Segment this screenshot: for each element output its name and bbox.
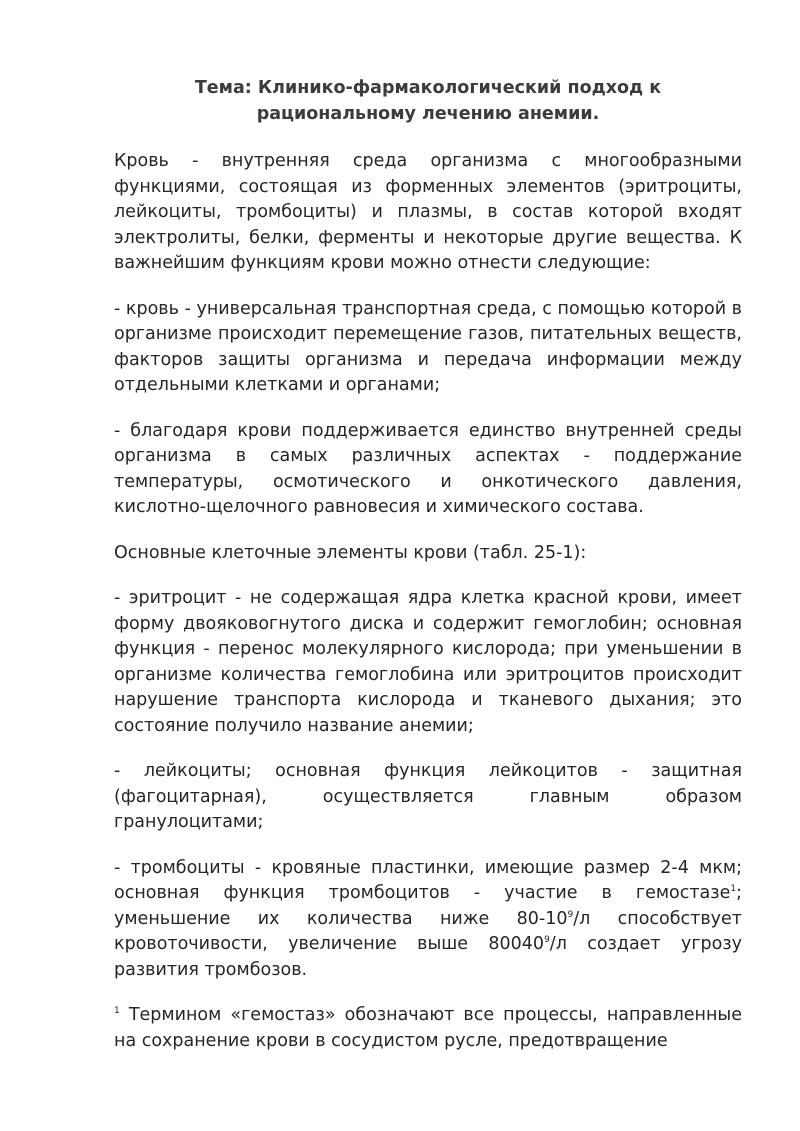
thrombocytes-text-part4: /л создает угрозу развития тромбозов.	[114, 934, 742, 980]
paragraph-transport-function: - кровь - универсальная транспортная среда, с помощью которой в организме происходит перемещение газов, питательных веществ, факторов защиты организма и передача информации между отдельными клетками и органами;	[114, 298, 742, 395]
exponent-9-low: 9	[567, 909, 574, 920]
paragraph-thrombocytes	[114, 856, 742, 984]
paragraph-blood-definition: Кровь - внутренняя среда организма с многообразными функциями, состоящая из форменных элементов (эритроциты, лейкоциты, тромбоциты) и плазмы, в состав которой входят электролиты, белки, ферменты и некоторые другие вещества. К важнейшим функциям крови можно отнести следующие:	[114, 151, 742, 273]
paragraph-homeostasis-function: - благодаря крови поддерживается единство внутренней среды организма в самых различных аспектах - поддержание температуры, осмотического и онкотического давления, кислотно-щелочного равновесия и химического состава.	[114, 420, 742, 517]
footnote-text: Термином «гемостаз» обозначают все процессы, направленные на сохранение крови в сосудистом русле, предотвращение	[114, 1005, 742, 1051]
thrombocytes-text-part1: - тромбоциты - кровяные пластинки, имеющие размер 2-4 мкм; основная функция тромбоцитов - участие в гемостазе	[114, 857, 742, 903]
footnote-ref-1: 1	[730, 884, 737, 894]
footnote-hemostasis	[114, 1003, 742, 1054]
thrombocytes-text-part3: /л способствует кровоточивости, увеличение выше 80040	[114, 908, 743, 954]
exponent-9-high: 9	[544, 935, 550, 945]
footnote-marker: 1	[114, 1006, 120, 1016]
paragraph-cell-elements-heading: Основные клеточные элементы крови (табл. 25-1):	[114, 542, 587, 563]
paragraph-leukocytes: - лейкоциты; основная функция лейкоцитов - защитная (фагоцитарная), осуществляется главным образом гранулоцитами;	[114, 761, 742, 832]
document-title: Тема: Клинико-фармакологический подход к рациональному лечению анемии.	[194, 78, 662, 124]
thrombocytes-text-part2: ; уменьшение их количества ниже 80-10	[114, 883, 742, 929]
paragraph-erythrocyte: - эритроцит - не содержащая ядра клетка красной крови, имеет форму двояковогнутого диска и содержит гемоглобин; основная функция - перенос молекулярного кислорода; при уменьшении в организме количества гемоглобина или эритроцитов происходит нарушение транспорта кислорода и тканевого дыхания; это состояние получило название анемии;	[114, 588, 742, 736]
document-page	[114, 76, 742, 1074]
